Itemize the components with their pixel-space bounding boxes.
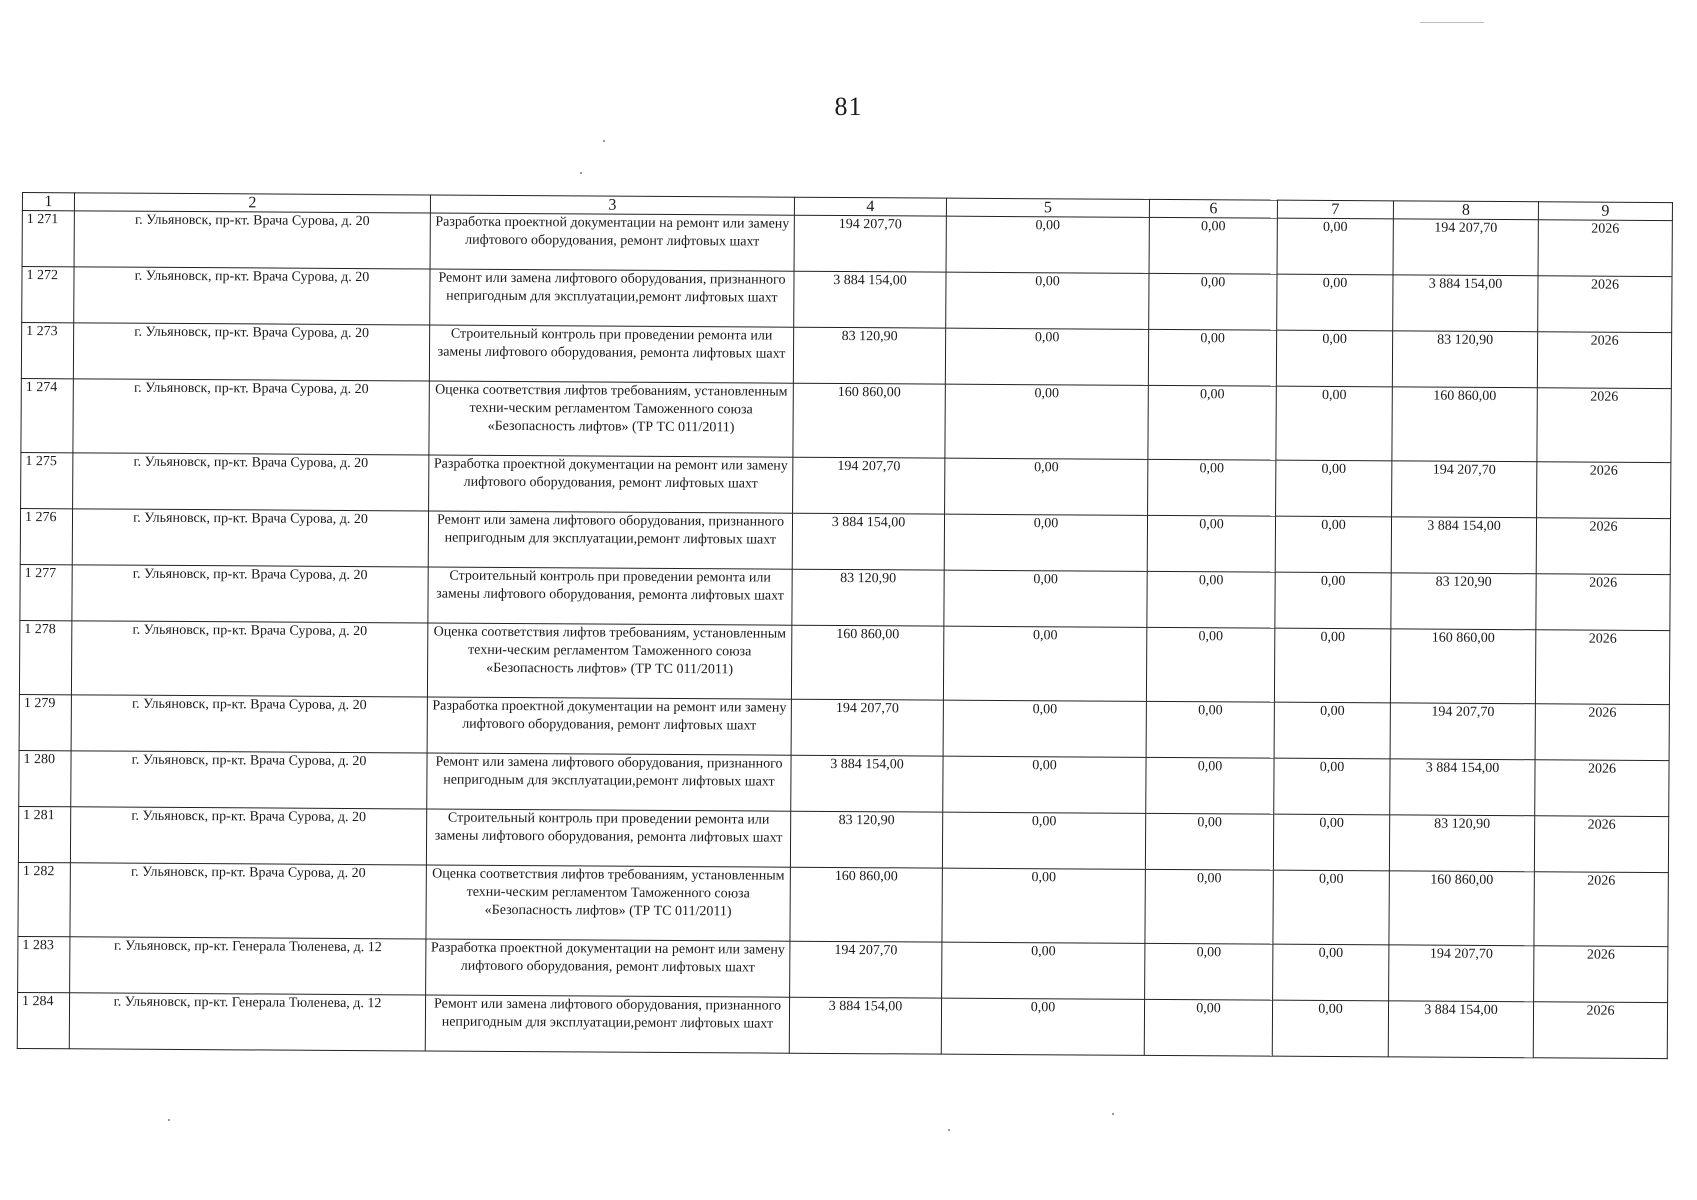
owners-cost-cell: 3 884 154,00	[1388, 1001, 1533, 1058]
local-cost-cell: 0,00	[1276, 386, 1392, 461]
budget-cost-cell: 0,00	[1145, 813, 1273, 870]
address-cell: г. Ульяновск, пр-кт. Врача Сурова, д. 20	[74, 211, 430, 269]
owners-cost-cell: 83 120,90	[1391, 573, 1536, 630]
column-header: 7	[1277, 200, 1393, 219]
owners-cost-cell: 83 120,90	[1392, 331, 1537, 388]
year-cell: 2026	[1536, 574, 1670, 631]
owners-cost-cell: 83 120,90	[1389, 815, 1534, 872]
scan-speck	[168, 1119, 170, 1121]
year-cell: 2026	[1535, 704, 1669, 761]
local-cost-cell: 0,00	[1274, 758, 1390, 815]
address-cell: г. Ульяновск, пр-кт. Генерала Тюленева, д. 12	[70, 937, 426, 995]
column-header: 2	[74, 193, 430, 213]
local-cost-cell: 0,00	[1273, 814, 1389, 871]
budget-cost-cell: 0,00	[1145, 943, 1273, 1000]
year-cell: 2026	[1538, 220, 1672, 277]
year-cell: 2026	[1534, 946, 1668, 1003]
budget-cost-cell: 0,00	[1144, 999, 1272, 1056]
budget-cost-cell: 0,00	[1146, 627, 1274, 702]
column-header: 4	[794, 197, 946, 216]
address-cell: г. Ульяновск, пр-кт. Врача Сурова, д. 20	[72, 509, 428, 567]
row-number: 1 280	[19, 750, 71, 806]
row-number: 1 278	[19, 620, 71, 694]
owners-cost-cell: 3 884 154,00	[1390, 759, 1535, 816]
year-cell: 2026	[1534, 816, 1668, 873]
fund-cost-cell: 0,00	[944, 514, 1147, 571]
owners-cost-cell: 194 207,70	[1389, 945, 1534, 1002]
local-cost-cell: 0,00	[1276, 460, 1392, 517]
address-cell: г. Ульяновск, пр-кт. Врача Сурова, д. 20	[70, 863, 426, 939]
owners-cost-cell: 194 207,70	[1390, 703, 1535, 760]
fund-cost-cell: 0,00	[942, 942, 1145, 999]
row-number: 1 275	[21, 452, 73, 508]
fund-cost-cell: 0,00	[946, 272, 1149, 329]
total-cost-cell: 194 207,70	[790, 941, 942, 998]
work-description-cell: Ремонт или замена лифтового оборудования, признанного непригодным для эксплуатации,ремонт лифтовых шахт	[430, 269, 794, 327]
budget-cost-cell: 0,00	[1149, 217, 1277, 274]
column-header: 3	[430, 195, 794, 215]
fund-cost-cell: 0,00	[946, 216, 1149, 273]
table-row	[19, 620, 1669, 704]
total-cost-cell: 194 207,70	[794, 215, 946, 272]
work-description-cell: Разработка проектной документации на ремонт или замену лифтового оборудования, ремонт лифтовых шахт	[426, 939, 790, 997]
owners-cost-cell: 160 860,00	[1390, 629, 1535, 704]
total-cost-cell: 83 120,90	[793, 327, 945, 384]
work-description-cell: Разработка проектной документации на ремонт или замену лифтового оборудования, ремонт лифтовых шахт	[427, 697, 791, 755]
budget-cost-cell: 0,00	[1148, 329, 1276, 386]
row-number: 1 272	[22, 267, 74, 323]
local-cost-cell: 0,00	[1277, 218, 1393, 275]
budget-cost-cell: 0,00	[1146, 701, 1274, 758]
fund-cost-cell: 0,00	[943, 756, 1146, 813]
column-header: 1	[22, 193, 74, 211]
address-cell: г. Ульяновск, пр-кт. Врача Сурова, д. 20	[71, 621, 427, 697]
budget-cost-cell: 0,00	[1147, 571, 1275, 628]
work-description-cell: Ремонт или замена лифтового оборудования, признанного непригодным для эксплуатации,ремонт лифтовых шахт	[428, 511, 792, 569]
work-description-cell: Разработка проектной документации на ремонт или замену лифтового оборудования, ремонт лифтовых шахт	[430, 213, 794, 271]
total-cost-cell: 3 884 154,00	[789, 997, 941, 1054]
scan-speck	[580, 172, 582, 174]
work-description-cell: Строительный контроль при проведении ремонта или замены лифтового оборудования, ремонта лифтовых шахт	[428, 567, 792, 625]
budget-cost-cell: 0,00	[1149, 273, 1277, 330]
owners-cost-cell: 3 884 154,00	[1393, 275, 1538, 332]
total-cost-cell: 194 207,70	[791, 699, 943, 756]
scan-speck	[948, 1129, 950, 1131]
fund-cost-cell: 0,00	[945, 328, 1148, 385]
total-cost-cell: 160 860,00	[793, 383, 945, 458]
owners-cost-cell: 194 207,70	[1393, 219, 1538, 276]
work-description-cell: Строительный контроль при проведении ремонта или замены лифтового оборудования, ремонта лифтовых шахт	[426, 809, 790, 867]
fund-cost-cell: 0,00	[943, 626, 1146, 701]
table-row	[18, 936, 1668, 1002]
row-number: 1 277	[20, 564, 72, 620]
address-cell: г. Ульяновск, пр-кт. Врача Сурова, д. 20	[72, 565, 428, 623]
fund-cost-cell: 0,00	[942, 868, 1145, 943]
work-description-cell: Оценка соответствия лифтов требованиям, установленным техни-ческим регламентом Таможенного союза «Безопасность лифтов» (ТР ТС 011/2011)	[427, 623, 791, 699]
address-cell: г. Ульяновск, пр-кт. Врача Сурова, д. 20	[74, 267, 430, 325]
work-description-cell: Строительный контроль при проведении ремонта или замены лифтового оборудования, ремонта лифтовых шахт	[429, 325, 793, 383]
address-cell: г. Ульяновск, пр-кт. Врача Сурова, д. 20	[73, 379, 429, 455]
local-cost-cell: 0,00	[1274, 628, 1390, 703]
fund-cost-cell: 0,00	[941, 998, 1144, 1055]
address-cell: г. Ульяновск, пр-кт. Врача Сурова, д. 20	[73, 453, 429, 511]
budget-cost-cell: 0,00	[1148, 459, 1276, 516]
year-cell: 2026	[1533, 1002, 1667, 1059]
row-number: 1 274	[21, 378, 73, 452]
work-description-cell: Оценка соответствия лифтов требованиям, установленным техни-ческим регламентом Таможенного союза «Безопасность лифтов» (ТР ТС 011/2011)	[429, 381, 793, 457]
local-cost-cell: 0,00	[1275, 572, 1391, 629]
year-cell: 2026	[1537, 462, 1671, 519]
year-cell: 2026	[1537, 332, 1671, 389]
budget-cost-cell: 0,00	[1148, 385, 1276, 460]
row-number: 1 276	[20, 508, 72, 564]
fund-cost-cell: 0,00	[944, 570, 1147, 627]
local-cost-cell: 0,00	[1275, 516, 1391, 573]
year-cell: 2026	[1536, 518, 1670, 575]
work-description-cell: Оценка соответствия лифтов требованиям, установленным техни-ческим регламентом Таможенного союза «Безопасность лифтов» (ТР ТС 011/2011)	[426, 865, 790, 941]
address-cell: г. Ульяновск, пр-кт. Врача Сурова, д. 20	[71, 695, 427, 753]
year-cell: 2026	[1538, 276, 1672, 333]
row-number: 1 273	[21, 323, 73, 379]
table-body	[17, 211, 1672, 1059]
table-row	[20, 564, 1670, 630]
year-cell: 2026	[1535, 630, 1669, 705]
row-number: 1 282	[18, 862, 70, 936]
owners-cost-cell: 160 860,00	[1389, 871, 1534, 946]
total-cost-cell: 194 207,70	[793, 457, 945, 514]
owners-cost-cell: 160 860,00	[1392, 387, 1537, 462]
address-cell: г. Ульяновск, пр-кт. Врача Сурова, д. 20	[70, 807, 426, 865]
fund-cost-cell: 0,00	[943, 700, 1146, 757]
total-cost-cell: 3 884 154,00	[794, 271, 946, 328]
page-number: 81	[834, 92, 863, 121]
local-cost-cell: 0,00	[1273, 944, 1389, 1001]
local-cost-cell: 0,00	[1274, 702, 1390, 759]
fund-cost-cell: 0,00	[945, 384, 1148, 459]
local-cost-cell: 0,00	[1273, 870, 1389, 945]
row-number: 1 279	[19, 694, 71, 750]
table-row	[18, 862, 1668, 946]
table-row	[19, 750, 1669, 816]
address-cell: г. Ульяновск, пр-кт. Врача Сурова, д. 20	[73, 323, 429, 381]
row-number: 1 281	[18, 806, 70, 862]
works-table	[17, 192, 1673, 1059]
table-row	[19, 694, 1669, 760]
address-cell: г. Ульяновск, пр-кт. Врача Сурова, д. 20	[71, 751, 427, 809]
local-cost-cell: 0,00	[1276, 330, 1392, 387]
table-row	[22, 211, 1672, 277]
table-row	[21, 452, 1671, 518]
scan-speck	[1112, 1113, 1114, 1115]
table-row	[20, 508, 1670, 574]
column-header: 9	[1538, 202, 1672, 221]
budget-cost-cell: 0,00	[1145, 869, 1273, 944]
column-header: 8	[1393, 201, 1538, 220]
column-header: 6	[1149, 199, 1277, 218]
budget-cost-cell: 0,00	[1147, 515, 1275, 572]
total-cost-cell: 3 884 154,00	[792, 513, 944, 570]
budget-cost-cell: 0,00	[1146, 757, 1274, 814]
local-cost-cell: 0,00	[1272, 1000, 1388, 1057]
row-number: 1 283	[18, 936, 70, 992]
column-header: 5	[946, 198, 1149, 217]
work-description-cell: Ремонт или замена лифтового оборудования, признанного непригодным для эксплуатации,ремонт лифтовых шахт	[425, 995, 789, 1053]
table-row	[21, 323, 1671, 389]
address-cell: г. Ульяновск, пр-кт. Генерала Тюленева, д. 12	[69, 993, 425, 1051]
owners-cost-cell: 194 207,70	[1392, 461, 1537, 518]
scan-mark	[1420, 22, 1484, 23]
year-cell: 2026	[1535, 760, 1669, 817]
table-row	[22, 267, 1672, 333]
work-description-cell: Ремонт или замена лифтового оборудования, признанного непригодным для эксплуатации,ремонт лифтовых шахт	[427, 753, 791, 811]
year-cell: 2026	[1537, 388, 1671, 463]
owners-cost-cell: 3 884 154,00	[1391, 517, 1536, 574]
year-cell: 2026	[1534, 872, 1668, 947]
fund-cost-cell: 0,00	[942, 812, 1145, 869]
table-row	[21, 378, 1671, 462]
table-row	[17, 992, 1667, 1058]
total-cost-cell: 3 884 154,00	[791, 755, 943, 812]
row-number: 1 284	[17, 992, 69, 1048]
work-description-cell: Разработка проектной документации на ремонт или замену лифтового оборудования, ремонт лифтовых шахт	[429, 455, 793, 513]
total-cost-cell: 160 860,00	[791, 625, 943, 700]
total-cost-cell: 83 120,90	[792, 569, 944, 626]
local-cost-cell: 0,00	[1277, 274, 1393, 331]
row-number: 1 271	[22, 211, 74, 267]
table-row	[18, 806, 1668, 872]
total-cost-cell: 160 860,00	[790, 867, 942, 942]
scan-speck	[603, 140, 605, 142]
fund-cost-cell: 0,00	[945, 458, 1148, 515]
total-cost-cell: 83 120,90	[790, 811, 942, 868]
